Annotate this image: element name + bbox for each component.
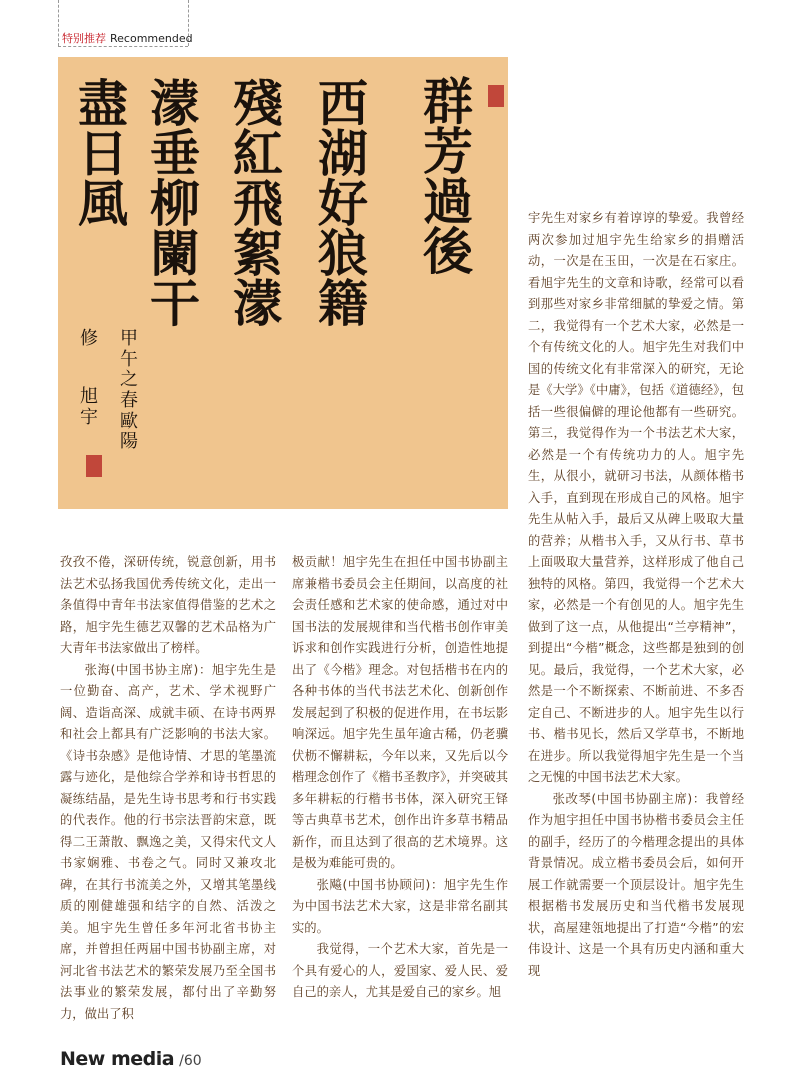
artwork-seal-bottom — [86, 455, 102, 477]
paragraph: 张改琴(中国书协副主席)：我曾经作为旭宇担任中国书协楷书委员会主任的副手，经历了的今楷理念提出的具体背景情况。成立楷书委员会后，如何开展工作就需要一个顶层设计。旭宇先生根据楷书发展历史和当代楷书发展现状，高屋建瓴地提出了打造“今楷”的宏伟设计、这是一个具有历史内涵和重大现 — [528, 791, 744, 978]
section-label-en: Recommended — [110, 32, 193, 45]
calligraphy-column-4: 濛垂柳闌干 — [150, 74, 200, 333]
section-label-cn: 特别推荐 — [62, 32, 106, 45]
artwork-inscription-author: 修 — [80, 328, 98, 349]
calligraphy-column-1: 群芳過後 — [423, 72, 473, 281]
text-column-2 — [292, 552, 508, 1004]
footer-brand: New media — [60, 1048, 175, 1070]
paragraph: 极贡献！旭宇先生在担任中国书协副主席兼楷书委员会主任期间，以高度的社会责任感和艺术家的使命感，通过对中国书法的发展规律和当代楷书创作审美诉求和创作实践进行分析，创造性地提出了《今楷》理念。对包括楷书在内的各种书体的当代书法艺术化、创新创作发展起到了积极的促进作用，在书坛影响深远。旭宇先生虽年逾古稀，仍老骥伏枥不懈耕耘，今年以来，又先后以今楷理念创作了《楷书圣教序》，并突破其多年耕耘的行楷书书体，深入研究王铎等古典草书艺术，创作出许多草书精品新作，而且达到了很高的艺术境界。这是极为难能可贵的。 — [292, 555, 508, 870]
page-number: /60 — [179, 1053, 202, 1069]
section-tag — [62, 30, 193, 46]
calligraphy-artwork — [58, 57, 508, 509]
paragraph: 张海(中国书协主席)：旭宇先生是一位勤奋、高产，艺术、学术视野广阔、造诣高深、成就丰硕、在诗书两界和社会上都具有广泛影响的书法大家。《诗书杂感》是他诗情、才思的笔墨流露与迹化，是他综合学养和诗书哲思的凝练结晶，是先生诗书思考和行书实践的代表作。他的行书宗法晋韵宋意，既得二王萧散、飘逸之美，又得宋代文人书家娴雅、书卷之气。同时又兼攻北碑，在其行书流美之外，又增其笔墨线质的刚健雄强和结字的自然、活泼之美。旭宇先生曾任多年河北省书协主席，并曾担任两届中国书协副主席，对河北省书法艺术的繁荣发展乃至全国书法事业的繁荣发展，都付出了辛勤努力，做出了积 — [60, 662, 276, 1021]
page-footer — [60, 1048, 202, 1070]
paragraph: 我觉得，一个艺术大家，首先是一个具有爱心的人，爱国家、爱人民、爱自己的亲人，尤其是爱自己的家乡。旭 — [292, 942, 508, 999]
section-header — [58, 0, 193, 46]
artwork-seal-top — [488, 85, 504, 107]
header-dashed-left — [58, 0, 59, 46]
artwork-inscription-date: 甲午之春歐陽 — [120, 328, 138, 453]
paragraph: 张飚(中国书协顾问)：旭宇先生作为中国书法艺术大家，这是非常名副其实的。 — [292, 877, 508, 935]
paragraph: 孜孜不倦，深研传统，锐意创新，用书法艺术弘扬我国优秀传统文化，走出一条值得中青年书法家值得借鉴的艺术之路，旭宇先生德艺双馨的艺术品格为广大青年书法家做出了榜样。 — [60, 555, 276, 655]
header-dashed-bottom — [58, 46, 188, 47]
text-column-1 — [60, 552, 276, 1025]
calligraphy-column-2: 西湖好狼籍 — [318, 74, 368, 333]
calligraphy-column-5: 盡日風 — [78, 74, 128, 233]
calligraphy-column-3: 殘紅飛絮濛 — [233, 74, 283, 333]
artwork-signature: 旭宇 — [80, 386, 98, 428]
text-column-3 — [528, 208, 744, 982]
paragraph: 宇先生对家乡有着谆谆的挚爱。我曾经两次参加过旭宇先生给家乡的捐赠活动，一次是在玉田，一次是在石家庄。看旭宇先生的文章和诗歌，经常可以看到那些对家乡非常细腻的挚爱之情。第二，我觉得有一个艺术大家，必然是一个有传统文化的人。旭宇先生对我们中国的传统文化有非常深入的研究，无论是《大学》《中庸》，包括《道德经》，包括一些很偏僻的理论他都有一些研究。第三，我觉得作为一个书法艺术大家，必然是一个有传统功力的人。旭宇先生，从很小，就研习书法，从颜体楷书入手，直到现在形成自己的风格。旭宇先生从帖入手，最后又从碑上吸取大量的营养；从楷书入手，又从行书、草书上面吸取大量营养，这样形成了他自己独特的风格。第四，我觉得一个艺术大家，必然是一个有创见的人。旭宇先生做到了这一点，从他提出“兰亭精神”，到提出“今楷”概念，这些都是独到的创见。最后，我觉得，一个艺术大家，必然是一个不断探索、不断前进、不多否定自己、不断进步的人。旭宇先生以行书、楷书见长，然后又学草书，不断地在进步。所以我觉得旭宇先生是一个当之无愧的中国书法艺术大家。 — [528, 211, 744, 784]
